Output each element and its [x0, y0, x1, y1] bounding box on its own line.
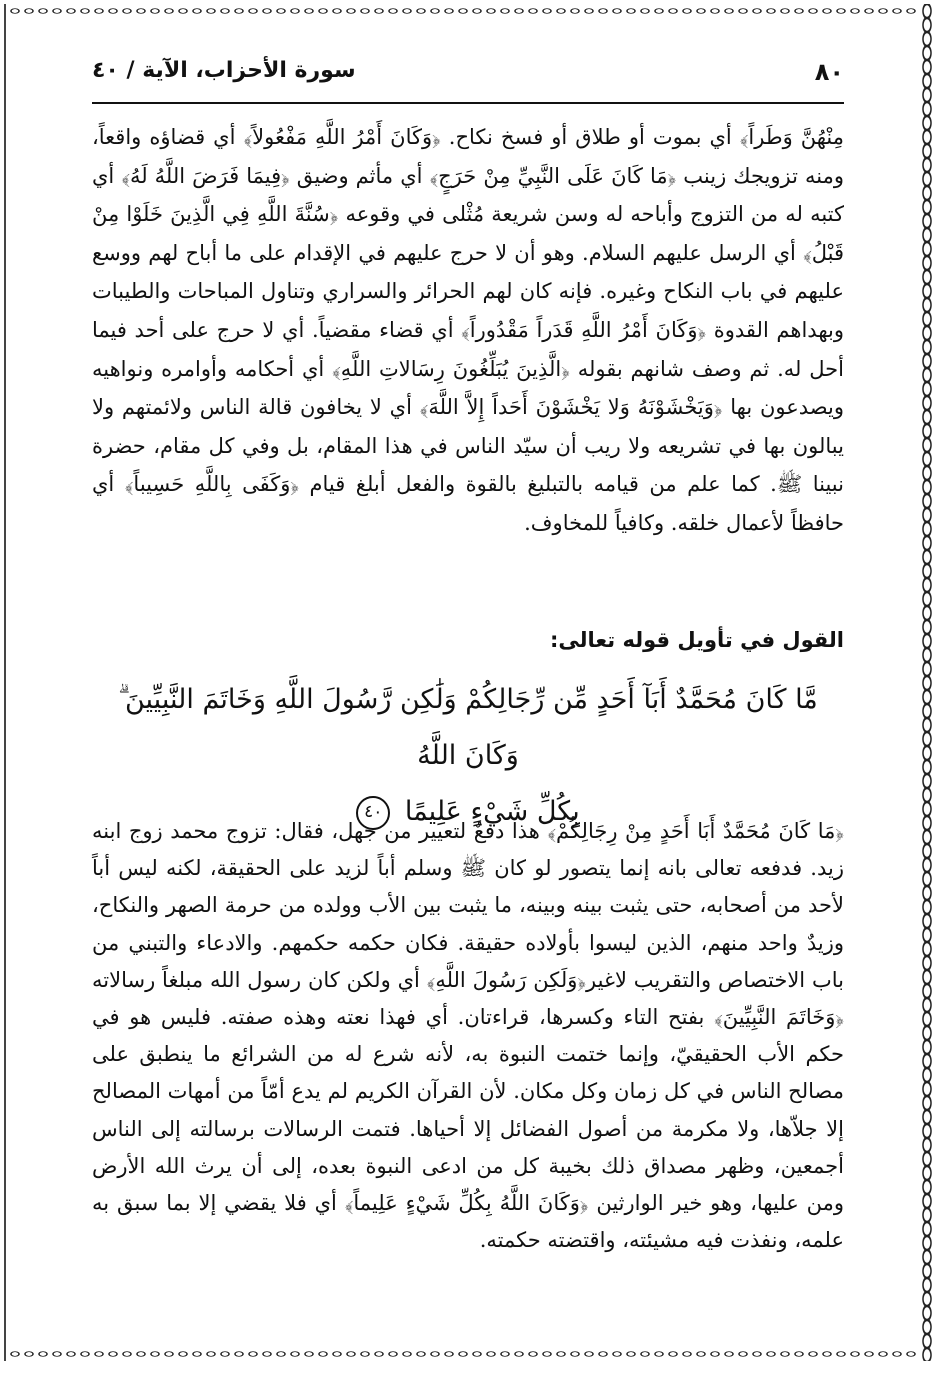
page-border-right: [920, 4, 934, 1361]
verse-heading: القول في تأويل قوله تعالى:: [550, 628, 844, 652]
ayah-number-marker: ٤٠: [356, 796, 390, 830]
verse-line-1: مَّا كَانَ مُحَمَّدٌ أَبَآ أَحَدٍ مِّن رِّجَالِكُمْ وَلَٰكِن رَّسُولَ اللَّهِ وَخَاتَمَ النَّبِيِّينَ ۗ وَكَانَ اللَّهُ: [118, 684, 818, 771]
commentary-paragraph-2: ﴿مَا كَانَ مُحَمَّدٌ أَبَا أَحَدٍ مِنْ رِجَالِكُمْ﴾ هذا دفعٌ لتعيير من جهل، فقال: تزوج محمد زوج ابنه زيد. فدفعه تعالى بانه إنما يتصور لو كان ﷺ وسلم أباً لزيد على الحقيقة، لكنه ليس أباً لأحد من أصحابه، حتى يثبت بينه وبينه، ما يثبت بين الأب وولده من حرمة الصهر والنكاح، وزيدٌ واحد منهم، الذين ليسوا بأولاده حقيقة. فكان حكمه حكمهم. والادعاء والتبني من باب الاختصاص والتقريب لاغير﴿وَلَكِن رَسُولَ اللَّهِ﴾ أي ولكن كان رسول الله مبلغاً رسالاته ﴿وَخَاتَمَ النَّبِيِّينَ﴾ بفتح التاء وكسرها، قراءتان. أي فهذا نعته وهذه صفته. فليس هو في حكم الأب الحقيقيّ، وإنما ختمت النبوة به، لأنه شرع له من الشرائع ما ينطبق على مصالح الناس في كل زمان وكل مكان. لأن القرآن الكريم لم يدع أمّاً من أمهات المصالح إلا جلاّها، ولا مكرمة من أصول الفضائل إلا أحياها. فتمت الرسالات برسالته إلى الناس أجمعين، وظهر مصداق ذلك بخيبة كل من ادعى النبوة بعده، إلى أن يرث الله الأرض ومن عليها، وهو خير الوارثين ﴿وَكَانَ اللَّهُ بِكُلِّ شَيْءٍ عَلِيماً﴾ أي فلا يقضي إلا بما سبق به علمه، ونفذت فيه مشيئته، واقتضته حكمته.: [92, 819, 844, 1253]
verse-line-2-text: بِكُلِّ شَيْءٍ عَلِيمًا: [404, 796, 580, 827]
commentary-section-2: [92, 792, 844, 1280]
page-header: [92, 58, 844, 98]
page-border-bottom: [8, 1347, 920, 1361]
commentary-section-1: [92, 118, 844, 543]
header-divider: [92, 102, 844, 104]
page-border-left: [4, 4, 6, 1361]
running-title: سورة الأحزاب، الآية / ٤٠: [92, 58, 356, 83]
page-border-top: [8, 4, 920, 18]
commentary-paragraph-1: مِنْهُنَّ وَطَراً﴾ أي بموت أو طلاق أو فسخ نكاح. ﴿وَكَانَ أَمْرُ اللَّهِ مَفْعُولاً﴾ أي قضاؤه واقعاً، ومنه تزويجك زينب ﴿مَا كَانَ عَلَى النَّبِيِّ مِنْ حَرَجٍ﴾ أي مأثم وضيق ﴿فِيمَا فَرَضَ اللَّهُ لَهُ﴾ أي كتبه له من التزوج وأباحه له وسن شريعة مُثْلى في وقوعه ﴿سُنَّةَ اللَّهِ فِي الَّذِينَ خَلَوْا مِنْ قَبْلُ﴾ أي الرسل عليهم السلام. وهو أن لا حرج عليهم في الإقدام على ما أباح لهم ووسع عليهم في باب النكاح وغيره. فإنه كان لهم الحرائر والسراري وتناول المباحات والطيبات وبهداهم القدوة ﴿وَكَانَ أَمْرُ اللَّهِ قَدَراً مَقْدُوراً﴾ أي قضاء مقضياً. أي لا حرج على أحد فيما أحل له. ثم وصف شانهم بقوله ﴿الَّذِينَ يُبَلِّغُونَ رِسَالاتِ اللَّهِ﴾ أي أحكامه وأوامره ونواهيه ويصدعون بها ﴿وَيَخْشَوْنَهُ وَلا يَخْشَوْنَ أَحَداً إِلاَّ اللَّهَ﴾ أي لا يخافون قالة الناس ولائمتهم ولا يبالون بها في تشريعه ولا ريب أن سيّد الناس في هذا المقام، بل وفي كل مقام، حضرة نبينا ﷺ. كما علم من قيامه بالتبليغ بالقوة والفعل أبلغ قيام ﴿وَكَفَى بِاللَّهِ حَسِيباً﴾ أي حافظاً لأعمال خلقه. وكافياً للمخاوف.: [92, 125, 844, 535]
page-number: ٨٠: [814, 58, 844, 86]
